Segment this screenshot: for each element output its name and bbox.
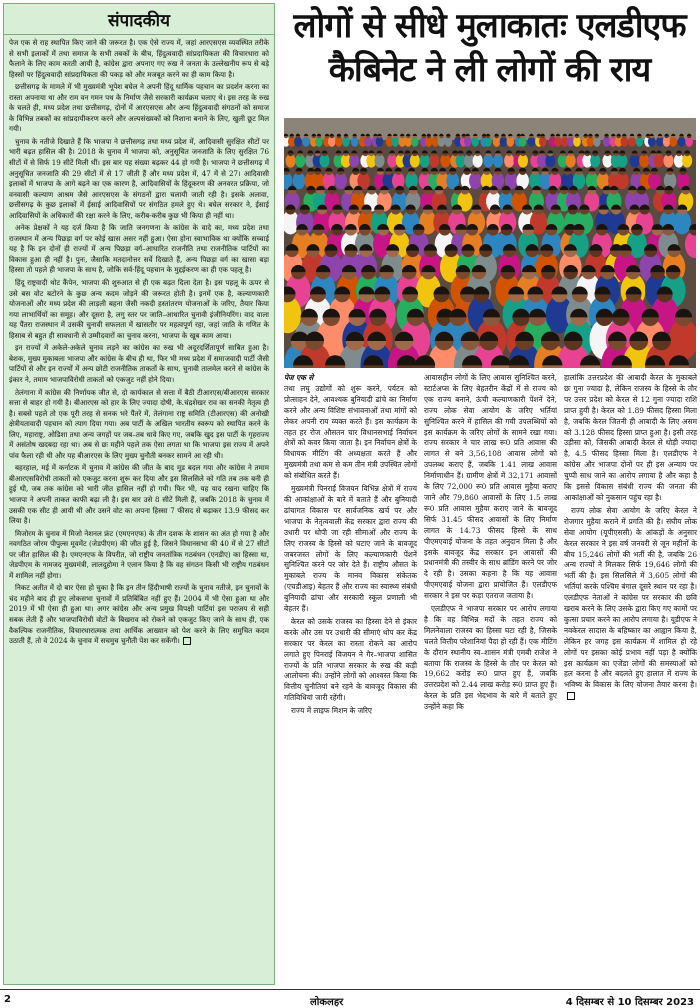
paragraph <box>9 463 269 526</box>
paragraph-text: पेज एक से राह स्थापित किए जाने की जरूरत है। एक ऐसे राज्य में, जहां आरएसएस व्यवस्थित तरीके से सभी इलाकों में तथा समाज के सभी तबकों के बीच, हिंदुत्ववादी सांप्रदायिकता की विचारधारा को फैलाने के लिए काम करती आयी है, कांग्रेस द्वारा अपनाए गए रुख ने जनता के उल्लेखनीय रूप से बड़े हिस्सों पर हिंदुत्ववादी सांप्रदायिकता की पकड़ को और मजबूत करने का ही काम किया है। <box>9 38 269 79</box>
crowd-photo <box>284 118 696 368</box>
publication-name: लोकलहर <box>310 997 344 1008</box>
paragraph-text: निकट अतीत में दो बार ऐसा हो चुका है कि इन तीन हिंदीभाषी राज्यों के चुनाव नतीजे, इन चुनावों के चंद महीने बाद ही हुए लोकसभा चुनावों में प्रतिबिंबित नहीं हुए हैं। 2004 में भी ऐसा हुआ था और 2019 में भी ऐसा ही हुआ था। अगर कांग्रेस और अन्य प्रमुख विपक्षी पार्टियां इस पराजय से सही सबक लेती हैं और भाजपाविरोधी वोटों के बिखराव को रोकने को एकजुट किए जाने के साथ ही, एक वैकल्पिक राजनीतिक, विचारधारात्मक तथा आर्थिक आख्यान को पेश करने के लिए समुचित कदम उठाती हैं, तो वे 2024 के चुनाव में सचमुच चुनौती पेश कर सकेंगी। <box>9 583 269 646</box>
page-number: 2 <box>4 994 11 1005</box>
paragraph-text: केरल को उसके राजस्व का हिस्सा देने से इंकार करके और उस पर उधारी की सीमाएं थोप कर केंद्र सरकार पर केरल का रास्ता रोकने का आरोप लगाते हुए पिनराई विजयन ने गैर–भाजपा शासित राज्यों के प्रति भाजपा सरकार के रुख की कड़ी आलोचना की। उन्होंने लोगों को आश्वस्त किया कि वित्तीय चुनौतियां बने रहने के बावजूद विकास की गतिविधियां जारी रहेंगी। <box>284 616 417 703</box>
paragraph-text: मुख्यमंत्री पिनराई विजयन विभिन्न क्षेत्रों में राज्य की आकांक्षाओं के बारे में बताते हैं और बुनियादी ढांचागत विकास पर सार्वजनिक खर्च पर और भाजपा के नेतृत्ववाली केंद्र सरकार द्वारा राज्य की उधारी पर थोपी जा रही सीमाओं और राज्य के लिए राजस्व के हिस्से को घटाए जाने के बावजूद जबरजस्त लोगों के लिए कल्याणकारी पेंशनें सुनिश्चित करने पर जोर देते हैं। राष्ट्रीय औसत के मुकाबले राज्य के मानव विकास संकेतक (एचडीआइ) बेहतर हैं और राज्य का स्वास्थ्य संबंधी बुनियादी ढांचा और सरकारी स्कूल प्रणाली भी बेहतर हैं। <box>284 484 417 614</box>
headline-line-2: कैबिनेट ने ली लोगों की राय <box>328 50 651 90</box>
article-column-3 <box>564 373 697 978</box>
page-footer <box>0 992 700 1008</box>
article-body <box>284 373 697 978</box>
headline-line-1: लोगों से सीधे मुलाकातः एलडीएफ <box>293 6 686 46</box>
editorial-body <box>4 35 274 647</box>
paragraph <box>9 343 269 385</box>
paragraph-text: हालांकि उत्तरप्रदेश की आबादी केरल के मुकाबले छः गुना ज्यादा है, लेकिन राजस्व के हिस्से के तौर पर उत्तर प्रदेश को केरल से 12 गुना ज्यादा राशि प्राप्त हुयी है। केरल को 1.89 फीसद हिस्सा मिला है, जबकि केरल जितनी ही आबादी के लिए असम को 3.128 फीसद हिस्सा प्राप्त हुआ है। इसी तरह उड़ीसा को, जिसकी आबादी केरल से थोड़ी ज्यादा है, 4.5 फीसद हिस्सा मिला है। एलडीएफ ने कांग्रेस और भाजपा दोनों पर ही इस अन्याय पर चुप्पी साध जाने का आरोप लगाया है और कहा है कि इससे विकास संबंधी राज्य की जनता की आकांक्षाओं को नुकसान पहुंच रहा है। <box>564 373 697 502</box>
paragraph <box>424 604 557 713</box>
article-column-1 <box>284 373 417 978</box>
end-mark-icon <box>567 692 575 700</box>
paragraph-text: बहरहाल, मई में कर्नाटक में चुनाव में कांग्रेस की जीत के बाद मूड बदल गया और कांग्रेस ने तमाम बीआरएसविरोधी ताकतों को एकजुट करना शुरू कर दिया और इस सिलसिले को गति तब तक बनी ही हुई थी, जब तक कांग्रेस को भारी जीत हासिल नहीं हो गयी। फिर भी, यह याद रखना चाहिए कि भाजपा ने अपनी ताकत काफी बढ़ा ली है। इस बार उसे 8 सीटें मिली हैं, जबकि 2018 के चुनाव में उसकी एक सीट ही आयी थी और उसने वोट का अपना हिस्सा 7 फीसद से बढ़ाकर 13.9 फीसद कर लिया है। <box>9 463 269 526</box>
issue-date: 4 दिसम्बर से 10 दिसम्बर 2023 <box>565 997 694 1008</box>
paragraph-text: चुनाव के नतीजे दिखाते हैं कि भाजपा ने छत्तीसगढ़ तथा मध्य प्रदेश में, आदिवासी सुरक्षित सीटों पर भारी बढ़त हासिल की है। 2018 के चुनाव में भाजपा को, अनुसूचित जनजाति के लिए सुरक्षित 76 सीटों में से सिर्फ 19 सीटें मिली थीं। इस बार यह संख्या बढ़कर 44 हो गयी है। भाजपा ने छत्तीसगढ़ में अनुसूचित जनजाति की 29 सीटों में से 17 जीती हैं और मध्य प्रदेश में, 47 में से 27। आदिवासी इलाकों में भाजपा के आगे बढ़ने का एक कारण है, आदिवासियों के हिंदूकरण की अनवरत प्रक्रिया, जो वनवासी कल्याण आश्रम जैसे आरएसएस के संगठनों द्वारा चलायी जाती रही है। इसके अलावा, छत्तीसगढ़ के कुछ इलाकों में ईसाई आदिवासियों पर संगठित हमले हुए थे। बघेल सरकार ने, ईसाई आदिवासियों के अधिकारों की रक्षा करने के लिए, करीब-करीब कुछ भी किया ही नहीं था। <box>9 136 269 220</box>
paragraph-text: हिंदू राष्ट्रवादी थोट कैंपेन, भाजपा की शुरुआत से ही एक बढ़त दिला देता है। इस पहलू के ऊपर से उसे बस वोट बटोरने के कुछ अन्य कदम जोड़ने की जरूरत होती है। इनमें एक है, कल्याणकारी योजनाओं और मध्य प्रदेश की लाड़ली बहना जैसी नकदी हस्तांतरण योजनाओं के जरिए, तैयार किया गया लाभार्थियों का समूह। और दूसरा है, लगु स्तर पर जाति–आधारित चुनावी इंजीनियरिंग। वाद वाला यह पैंतरा राजस्थान में उसकी चुनावी सफलता में खासतौर पर महत्वपूर्ण रहा, जहां जाति के गणित के हिसाब से बहुत ही सावधानी से उम्मीदवारों का चुनाव करना, भाजपा के खूब काम आया। <box>9 278 269 340</box>
paragraph <box>564 506 697 702</box>
paragraph <box>9 529 269 582</box>
paragraph <box>9 137 269 221</box>
paragraph-text: एलडीएफ ने भाजपा सरकार पर आरोप लगाया है कि वह विभिन्न मदों के तहत राज्य को मिलनेवाला राजस्व का हिस्सा घटा रही है, जिसके चलते वित्तीय परेशानियां पैदा हो रही हैं। एक मीटिंग के दौरान स्थानीय स्व–शासन मंत्री एमबी राजेश ने बताया कि राजस्व के हिस्से के तौर पर केरल को 19,662 करोड़ रू0 प्राप्त हुए हैं, जबकि उत्तरप्रदेश को 2.44 लाख करोड़ रू0 प्राप्त हुए हैं। केरल के प्रति इस भेदभाव के बारे में बताते हुए उन्होंने कहा कि <box>424 604 557 712</box>
article-column-2 <box>424 373 557 978</box>
paragraph <box>9 38 269 80</box>
paragraph <box>284 617 417 704</box>
paragraph-text: अनेक प्रेक्षकों ने यह दर्ज किया है कि जाति जनगणना के कांग्रेस के वादे का, मध्य प्रदेश तथा राजस्थान में अन्य पिछड़ा वर्ग पर कोई खास असर नहीं हुआ। ऐसा होना स्वाभाविक था क्योंकि सच्चाई यह है कि इन दोनों ही राज्यों में अन्य पिछड़ा वर्ग–आधारित राजनीति तथा राजनीतिक पार्टियों का विकास हुआ ही नहीं है। पुनः, जैसाकि मतदानोत्तर सर्वे दिखाते हैं, अन्य पिछड़ा वर्ग का खासा बड़ा हिस्सा तो पहले ही भाजपा के साथ है, जोकि सर्व-हिंदू पहचान के मुद्दईकरण का ही एक पहलू है। <box>9 223 269 275</box>
paragraph <box>9 388 269 462</box>
paragraph-text: राज्य लोक सेवा आयोग के जरिए केरल ने रोजगार मुहैया कराने में प्रगति की है। संघीय लोक सेवा आयोग (यूपीएससी) के आंकड़ों के अनुसार केरल सरकार ने इस वर्ष जनवरी से जून महीनों के बीच 15,246 लोगों की भर्ती की है, जबकि 26 अन्य राज्यों ने मिलकर सिर्फ 19,646 लोगों की भर्ती की है। इस सिलसिले में 3,605 लोगों की भर्तियां करके पश्चिम बंगाल दूसरे स्थान पर रहा है। एलडीएफ नेताओं ने कांग्रेस पर सरकार की छवि खराब करने के लिए उसके द्वारा किए गए कामों पर कुत्सा प्रचार करने का आरोप लगाया है। यूडीएफ ने नवकेरल सादास के बहिष्कार का आह्वान किया है, लेकिन हर जगह इस कार्यक्रम में शामिल हो रहे लोगों पर इसका कोई प्रभाव नहीं पड़ा है क्योंकि इस कार्यक्रम का एजेंडा लोगों की समस्याओं को हल करना है और बदलते हुए हालात में राज्य के भविष्य के विकास के लिए योजना तैयार करना है। <box>564 505 697 690</box>
paragraph <box>9 223 269 276</box>
paragraph <box>564 373 697 504</box>
paragraph-text: छत्तीसगढ़ के मामले में भी मुख्यमंत्री भूपेश बघेल ने अपनी हिंदू धार्मिक पहचान का प्रदर्शन करना का रास्ता अपनाया था और राम वन गमन पथ के निर्माण जैसे सरकारी कार्यक्रम चलाए थे। इस तरह के रुख के चलते ही, मध्य प्रदेश तथा छत्तीसगढ़, दोनों में आरएसएस और अन्य हिंदुत्ववादी संगठनों को समाज के विभिन्न तबकों का सांप्रदायीकरण करने और अल्पसंख्यकों को निशाना बनाने के लिए, खुली छूट मिल गयी। <box>9 82 269 134</box>
paragraph <box>284 484 417 615</box>
paragraph-text: तेलंगाना में कांग्रेस की निर्णायक जीत से, दो कार्यकाल से सत्ता में बैठी टीआरएस/बीआरएस सरकार सत्ता से बाहर हो गयी है। बीआरएस को हार के लिए ज्यादा दोषी, के.चंद्रशेखर राव का सनकी नेतृत्व ही है। सबसे पहले तो एक पूरी तरह से सनक भरे पैंतरे में, तेलंगाना राष्ट्र समिति (टीआरएस) की अनोखी क्षेत्रीयतावादी पहचान को त्याग दिया गया। अब पार्टी के अखिल भारतीय स्वरूप को स्थापित करने के लिए, महाराष्ट्र, ओडिशा तथा अन्य जगहों पर जब–तब धावे किए गए, जबकि खुद इस पार्टी के गृहराज्य में असंतोष खदबदा रहा था। अब से छः महीने पहले तक ऐसा लगता था कि भाजपा इस राज्य में अपने पांव फैला रही थी और यह बीआरएस के लिए मुख्य चुनौती बनकर सामने आ रही थी। <box>9 387 269 460</box>
crowd-photo-illustration <box>284 118 696 368</box>
paragraph <box>284 384 417 482</box>
continued-from-label: पेज एक से <box>284 373 314 382</box>
paragraph <box>9 82 269 135</box>
paragraph <box>9 278 269 341</box>
editorial-column <box>3 3 275 985</box>
editorial-heading: संपादकीय <box>4 4 274 35</box>
article-headline <box>282 4 697 92</box>
paragraph-text: मिजोरम के चुनाव में मिजो नेशनल फ्रंट (एमएनएफ) के तीन दशक के शासन का अंत हो गया है और नवगठित जोरम पीपुल्स मूवमेंट (जेडपीएम) की जीत हुई है, जिसने विधानसभा की 40 में से 27 सीटों पर जीत हासिल की है। एमएनएफ के विपरीत, जो राष्ट्रीय जनतांत्रिक गठबंधन (एनडीए) का हिस्सा था, जेडपीएम के नामजद मुख्यमंत्री, लालदुहोमा ने एलान किया है कि वह संगठन किसी भी राष्ट्रीय गठबंधन में शामिल नहीं होगा। <box>9 528 269 580</box>
paragraph <box>284 706 417 717</box>
paragraph-text: इन राज्यों में अकेले-अकेले चुनाव लड़ने का कांग्रेस का रुख भी अदूरदर्शितापूर्ण साबित हुआ है। बेशक, मुख्य मुकाबला भाजपा और कांग्रेस के बीच ही था, फिर भी मध्य प्रदेश में समाजवादी पार्टी जैसी पार्टियों से और इन राज्यों में अन्य छोटी राजनीतिक ताकतों के साथ, चुनावी तालमेल करने से कांग्रेस के इंकार ने, तमाम भाजपाविरोधी ताकतों को एकजुट नहीं होने दिया। <box>9 343 269 384</box>
paragraph-text: तथा लघु उद्योगों को शुरू करने, पर्यटन को प्रोत्साहन देने, आवश्यक बुनियादी ढांचे का निर्माण करने और अन्य विशिष्ट संभावनाओं तथा मांगों को लेकर अपनी राय व्यक्त करते हैं। इस कार्यक्रम के तहत हर रोज औसतन चार विधानसभाई निर्वाचन क्षेत्रों को कवर किया जाता है। इन निर्वाचन क्षेत्रों के विधायक मीटिंग की अध्यक्षता करते हैं और मुख्यमंत्री तथा कम से कम तीन मंत्री उपस्थित लोगों को संबोधित करते हैं। <box>284 383 417 481</box>
paragraph <box>424 373 557 602</box>
paragraph <box>9 583 269 646</box>
end-mark-icon <box>183 637 191 645</box>
paragraph-text: राज्य में लाइफ मिशन के जरिए <box>291 706 372 716</box>
footer-rule <box>0 989 700 990</box>
paragraph-text: आवासहीन लोगों के लिए आवास सुनिश्चित करने, स्टार्टअप्स के लिए बेहतरीन केंद्रों में से राज्य को एक राज्य बनाने, ऊंची कल्याणकारी पेंशनें देने, राज्य लोक सेवा आयोग के जरिए भर्तियां सुनिश्चित करने में हासिल की गयी उपलब्धियों को इस कार्यक्रम के जरिए लोगों के सामने रखा गया। राज्य सरकार ने चार लाख रू0 प्रति आवास की लागत से बने 3,56,108 आवास लोगों को उपलब्ध कराए हैं, जबकि 1.41 लाख आवास निर्माणाधीन हैं। ग्रामीण क्षेत्रों में 32,171 आवासों के लिए 72,000 रू0 प्रति आवास मुहैया कराए जाने और 79,860 आवासों के लिए 1.5 लाख रू0 प्रति आवास मुहैया कराए जाने के बावजूद सिर्फ 31.45 फीसद आवासों के लिए निर्माण लागत के 14.73 फीसद हिस्से के साथ पीएमएवाई योजना के तहत अनुदान मिला है और इसके बावजूद केंद्र सरकार इन आवासों की प्रधानमंत्री की तस्वीर के साथ ब्रांडिंग करने पर जोर दे रही है। उसका कहना है कि यह आवास पीएमएवाई योजना द्वारा प्रायोजित हैं। एलडीएफ सरकार ने इस पर कड़ा एतराज जताया है। <box>424 373 557 601</box>
